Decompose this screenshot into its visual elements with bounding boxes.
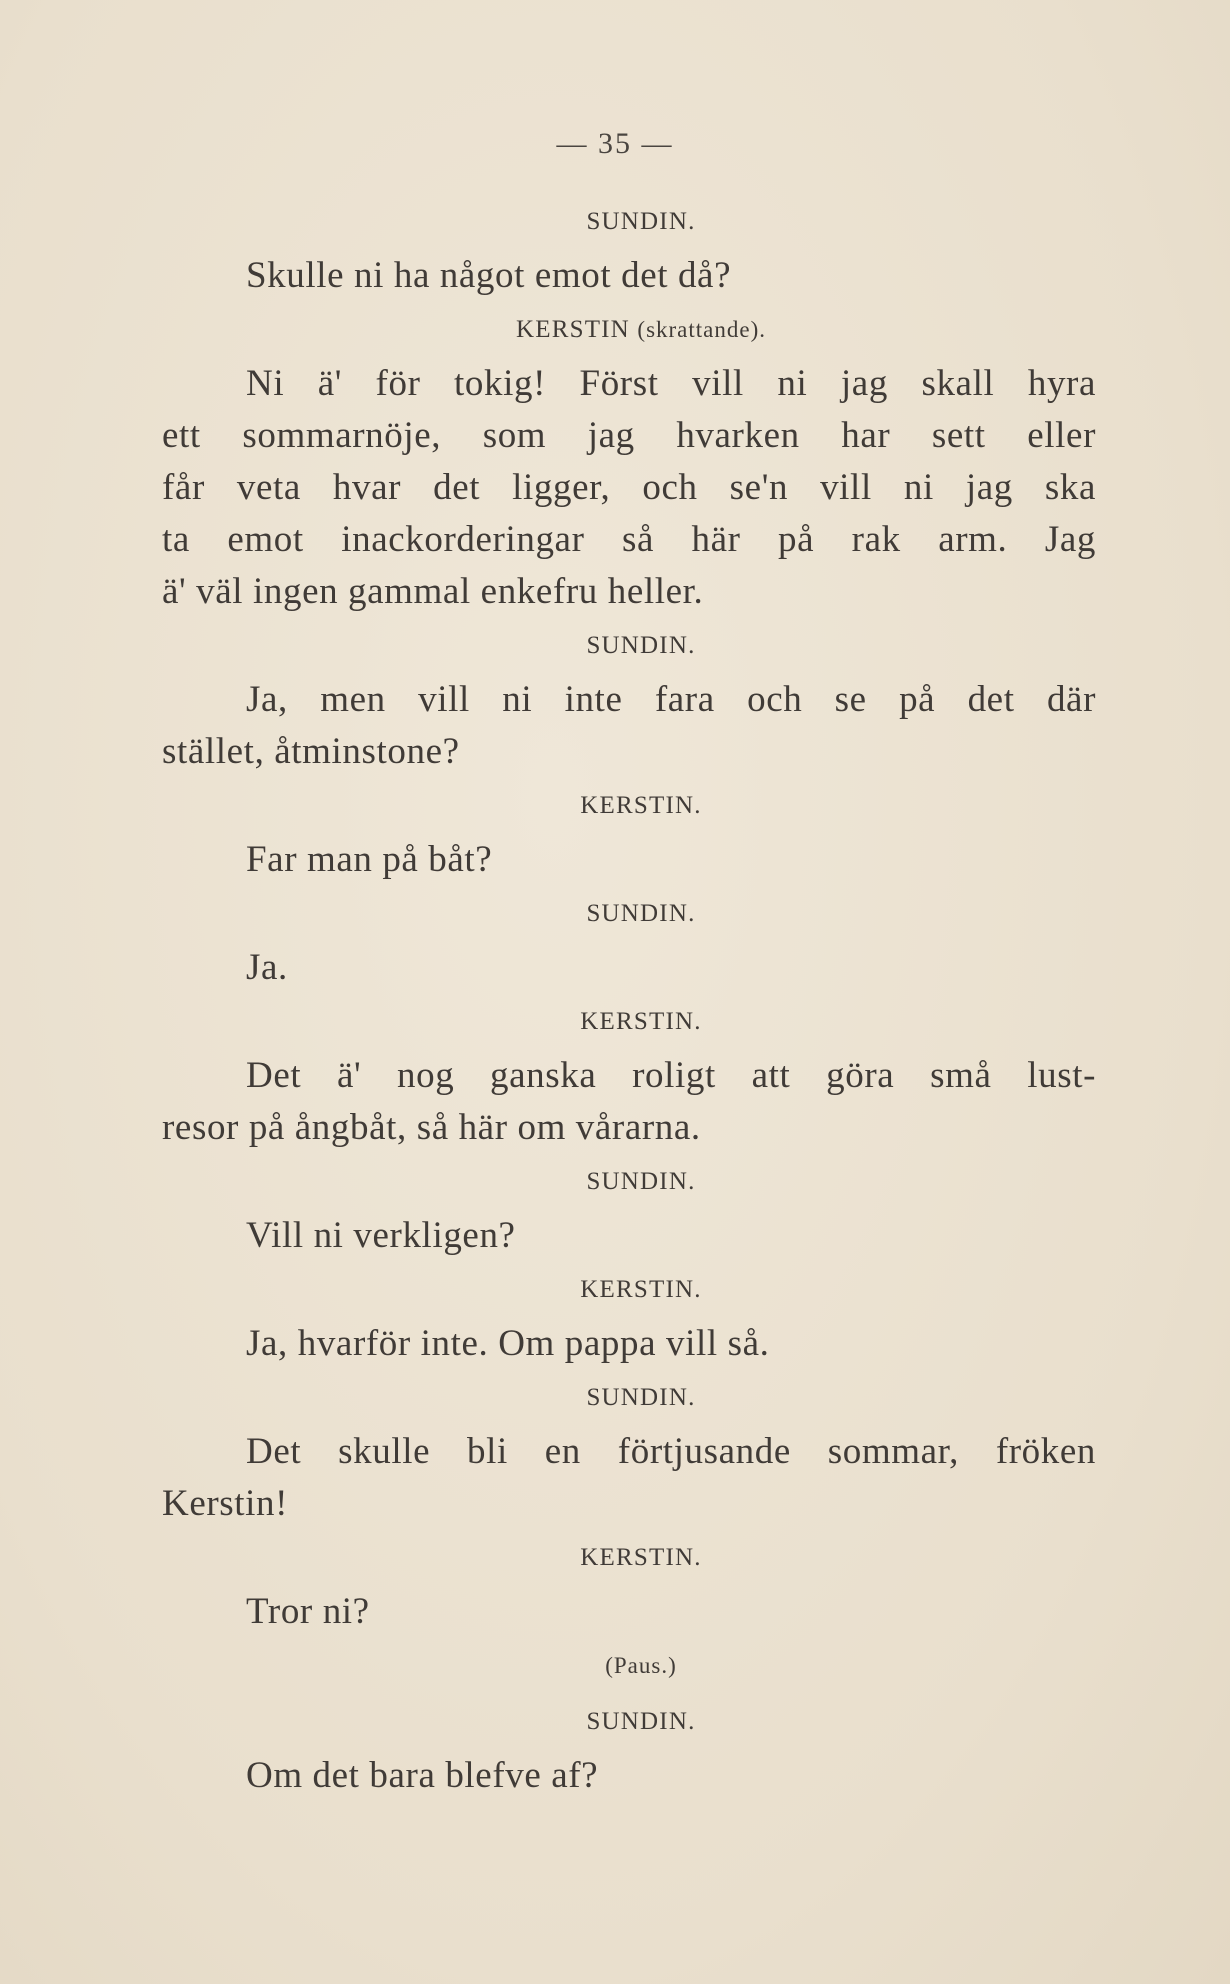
speech-line: resor på ångbåt, så här om vårarna. [162, 1107, 701, 1148]
speech [162, 358, 1096, 618]
speaker-name-text: KERSTIN [515, 316, 630, 343]
speech-line: Ni ä' för tokig! Först vill ni jag skall hyra [246, 363, 1096, 404]
speaker-name: SUNDIN. [586, 208, 696, 235]
speech-line: Det ä' nog ganska roligt att göra små lust- [246, 1055, 1096, 1096]
speech-line: Om det bara blefve af? [246, 1755, 599, 1796]
speech-line: Det skulle bli en förtjusande sommar, fröken [246, 1431, 1096, 1472]
speaker-name: SUNDIN. [586, 1384, 696, 1411]
speech [162, 1318, 1096, 1370]
speech-line: ett sommarnöje, som jag hvarken har sett eller [162, 415, 1096, 456]
speaker-name: SUNDIN. [586, 1708, 696, 1735]
stage-direction-line [162, 1638, 1096, 1694]
speaker-name: KERSTIN. [580, 1544, 702, 1571]
speech-line: Tror ni? [246, 1591, 370, 1632]
speech [162, 1210, 1096, 1262]
speech [162, 1050, 1096, 1154]
speech-line: Ja, hvarför inte. Om pappa vill så. [246, 1323, 770, 1364]
speech [162, 942, 1096, 994]
speech-line: Ja, men vill ni inte fara och se på det där [246, 679, 1096, 720]
page-number: — 35 — [556, 127, 674, 160]
stage-direction: (skrattande). [637, 317, 766, 342]
speaker-name: KERSTIN. [580, 792, 702, 819]
speech-line: stället, åtminstone? [162, 731, 460, 772]
speech-line: Kerstin! [162, 1483, 289, 1524]
speech [162, 674, 1096, 778]
speech-line: Skulle ni ha något emot det då? [246, 255, 732, 296]
speaker-name: SUNDIN. [586, 1168, 696, 1195]
speaker-name: SUNDIN. [586, 900, 696, 927]
speech-line: får veta hvar det ligger, och se'n vill ni jag ska [162, 467, 1096, 508]
speech-line: Far man på båt? [246, 839, 493, 880]
speaker-name: KERSTIN. [580, 1008, 702, 1035]
speech [162, 1426, 1096, 1530]
speaker-name: SUNDIN. [586, 632, 696, 659]
speech-line: Vill ni verkligen? [246, 1215, 516, 1256]
speech [162, 834, 1096, 886]
play-text [162, 194, 1096, 1802]
speech [162, 1750, 1096, 1802]
speech [162, 250, 1096, 302]
speech-line: ä' väl ingen gammal enkefru heller. [162, 571, 704, 612]
speech [162, 1586, 1096, 1638]
speech-line: Ja. [246, 947, 288, 988]
stage-direction: (Paus.) [605, 1653, 677, 1678]
speaker-name: KERSTIN. [580, 1276, 702, 1303]
speaker-name [162, 302, 1096, 358]
speech-line: ta emot inackorderingar så här på rak arm. Jag [162, 519, 1096, 560]
